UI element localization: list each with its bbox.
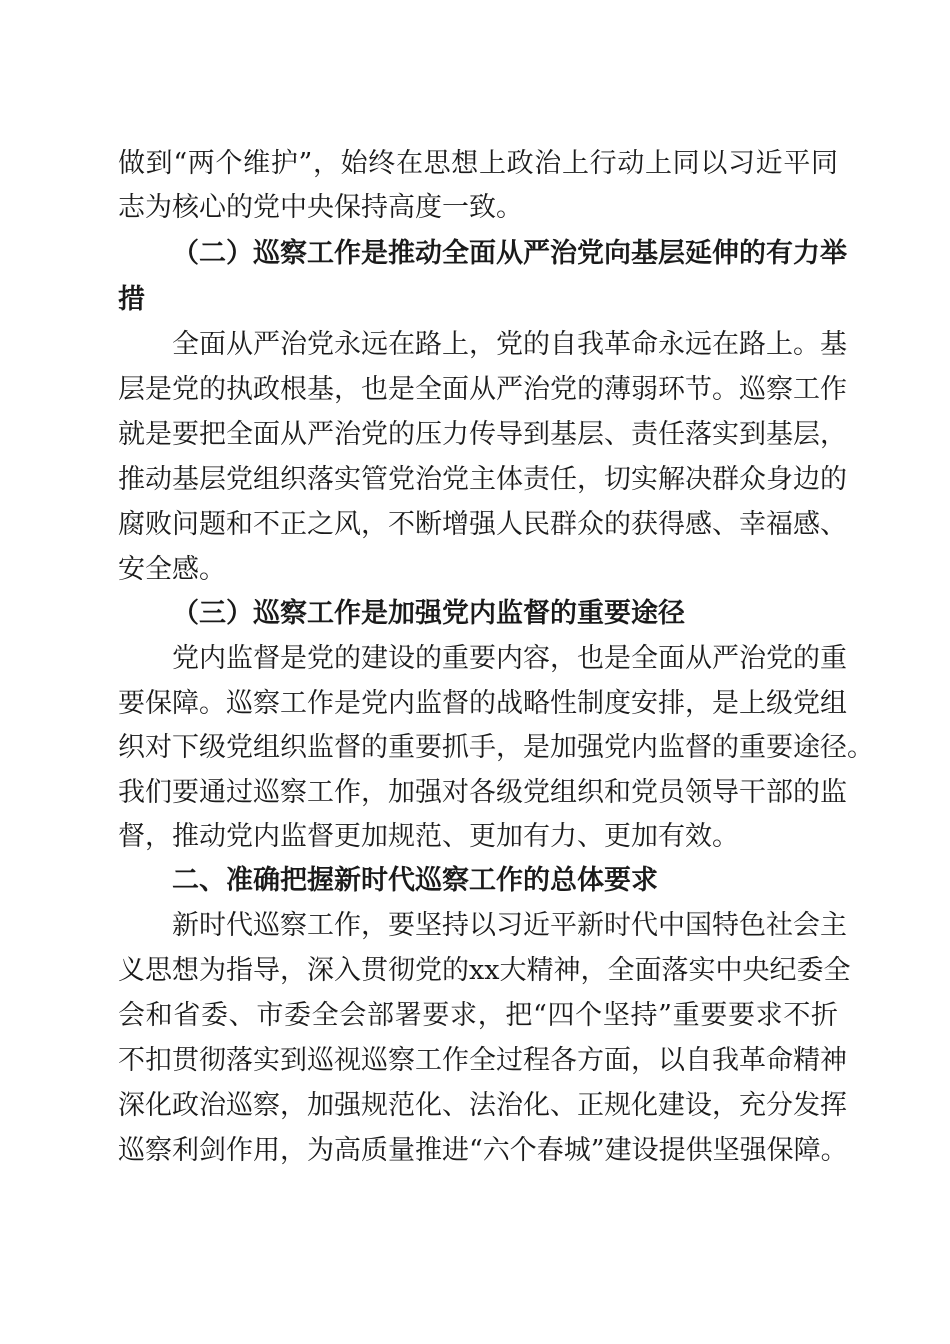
paragraph-4-line-2: 义思想为指导，深入贯彻党的xx大精神，全面落实中央纪委全 — [118, 955, 851, 986]
paragraph-2-line-6: 安全感。 — [118, 554, 226, 585]
paragraph-4-line-1: 新时代巡察工作，要坚持以习近平新时代中国特色社会主 — [172, 910, 847, 941]
paragraph-4-line-4: 不扣贯彻落实到巡视巡察工作全过程各方面，以自我革命精神 — [118, 1045, 847, 1076]
paragraph-2-line-2: 层是党的执政根基，也是全面从严治党的薄弱环节。巡察工作 — [118, 374, 847, 405]
paragraph-1-line-1: 做到“两个维护”，始终在思想上政治上行动上同以习近平同 — [118, 148, 838, 179]
subheading-3: （三）巡察工作是加强党内监督的重要途径 — [172, 598, 685, 629]
paragraph-1-line-2: 志为核心的党中央保持高度一致。 — [118, 192, 523, 223]
paragraph-4-line-6: 巡察利剑作用，为高质量推进“六个春城”建设提供坚强保障。 — [118, 1135, 848, 1166]
paragraph-2-line-3: 就是要把全面从严治党的压力传导到基层、责任落实到基层， — [118, 419, 847, 450]
paragraph-3-line-5: 督，推动党内监督更加规范、更加有力、更加有效。 — [118, 821, 739, 852]
paragraph-2-line-1: 全面从严治党永远在路上，党的自我革命永远在路上。基 — [172, 329, 847, 360]
paragraph-3-line-3: 织对下级党组织监督的重要抓手，是加强党内监督的重要途径。 — [118, 732, 874, 763]
paragraph-2-line-5: 腐败问题和不正之风，不断增强人民群众的获得感、幸福感、 — [118, 509, 847, 540]
subheading-2-line-1: （二）巡察工作是推动全面从严治党向基层延伸的有力举 — [172, 238, 847, 269]
paragraph-4-line-5: 深化政治巡察，加强规范化、法治化、正规化建设，充分发挥 — [118, 1090, 847, 1121]
section-2-heading: 二、准确把握新时代巡察工作的总体要求 — [172, 865, 658, 896]
paragraph-3-line-2: 要保障。巡察工作是党内监督的战略性制度安排，是上级党组 — [118, 688, 847, 719]
paragraph-3-line-1: 党内监督是党的建设的重要内容，也是全面从严治党的重 — [172, 643, 847, 674]
paragraph-4-line-3: 会和省委、市委全会部署要求，把“四个坚持”重要要求不折 — [118, 1000, 838, 1031]
paragraph-3-line-4: 我们要通过巡察工作，加强对各级党组织和党员领导干部的监 — [118, 777, 847, 808]
paragraph-2-line-4: 推动基层党组织落实管党治党主体责任，切实解决群众身边的 — [118, 464, 847, 495]
subheading-2-line-2: 措 — [118, 284, 145, 315]
